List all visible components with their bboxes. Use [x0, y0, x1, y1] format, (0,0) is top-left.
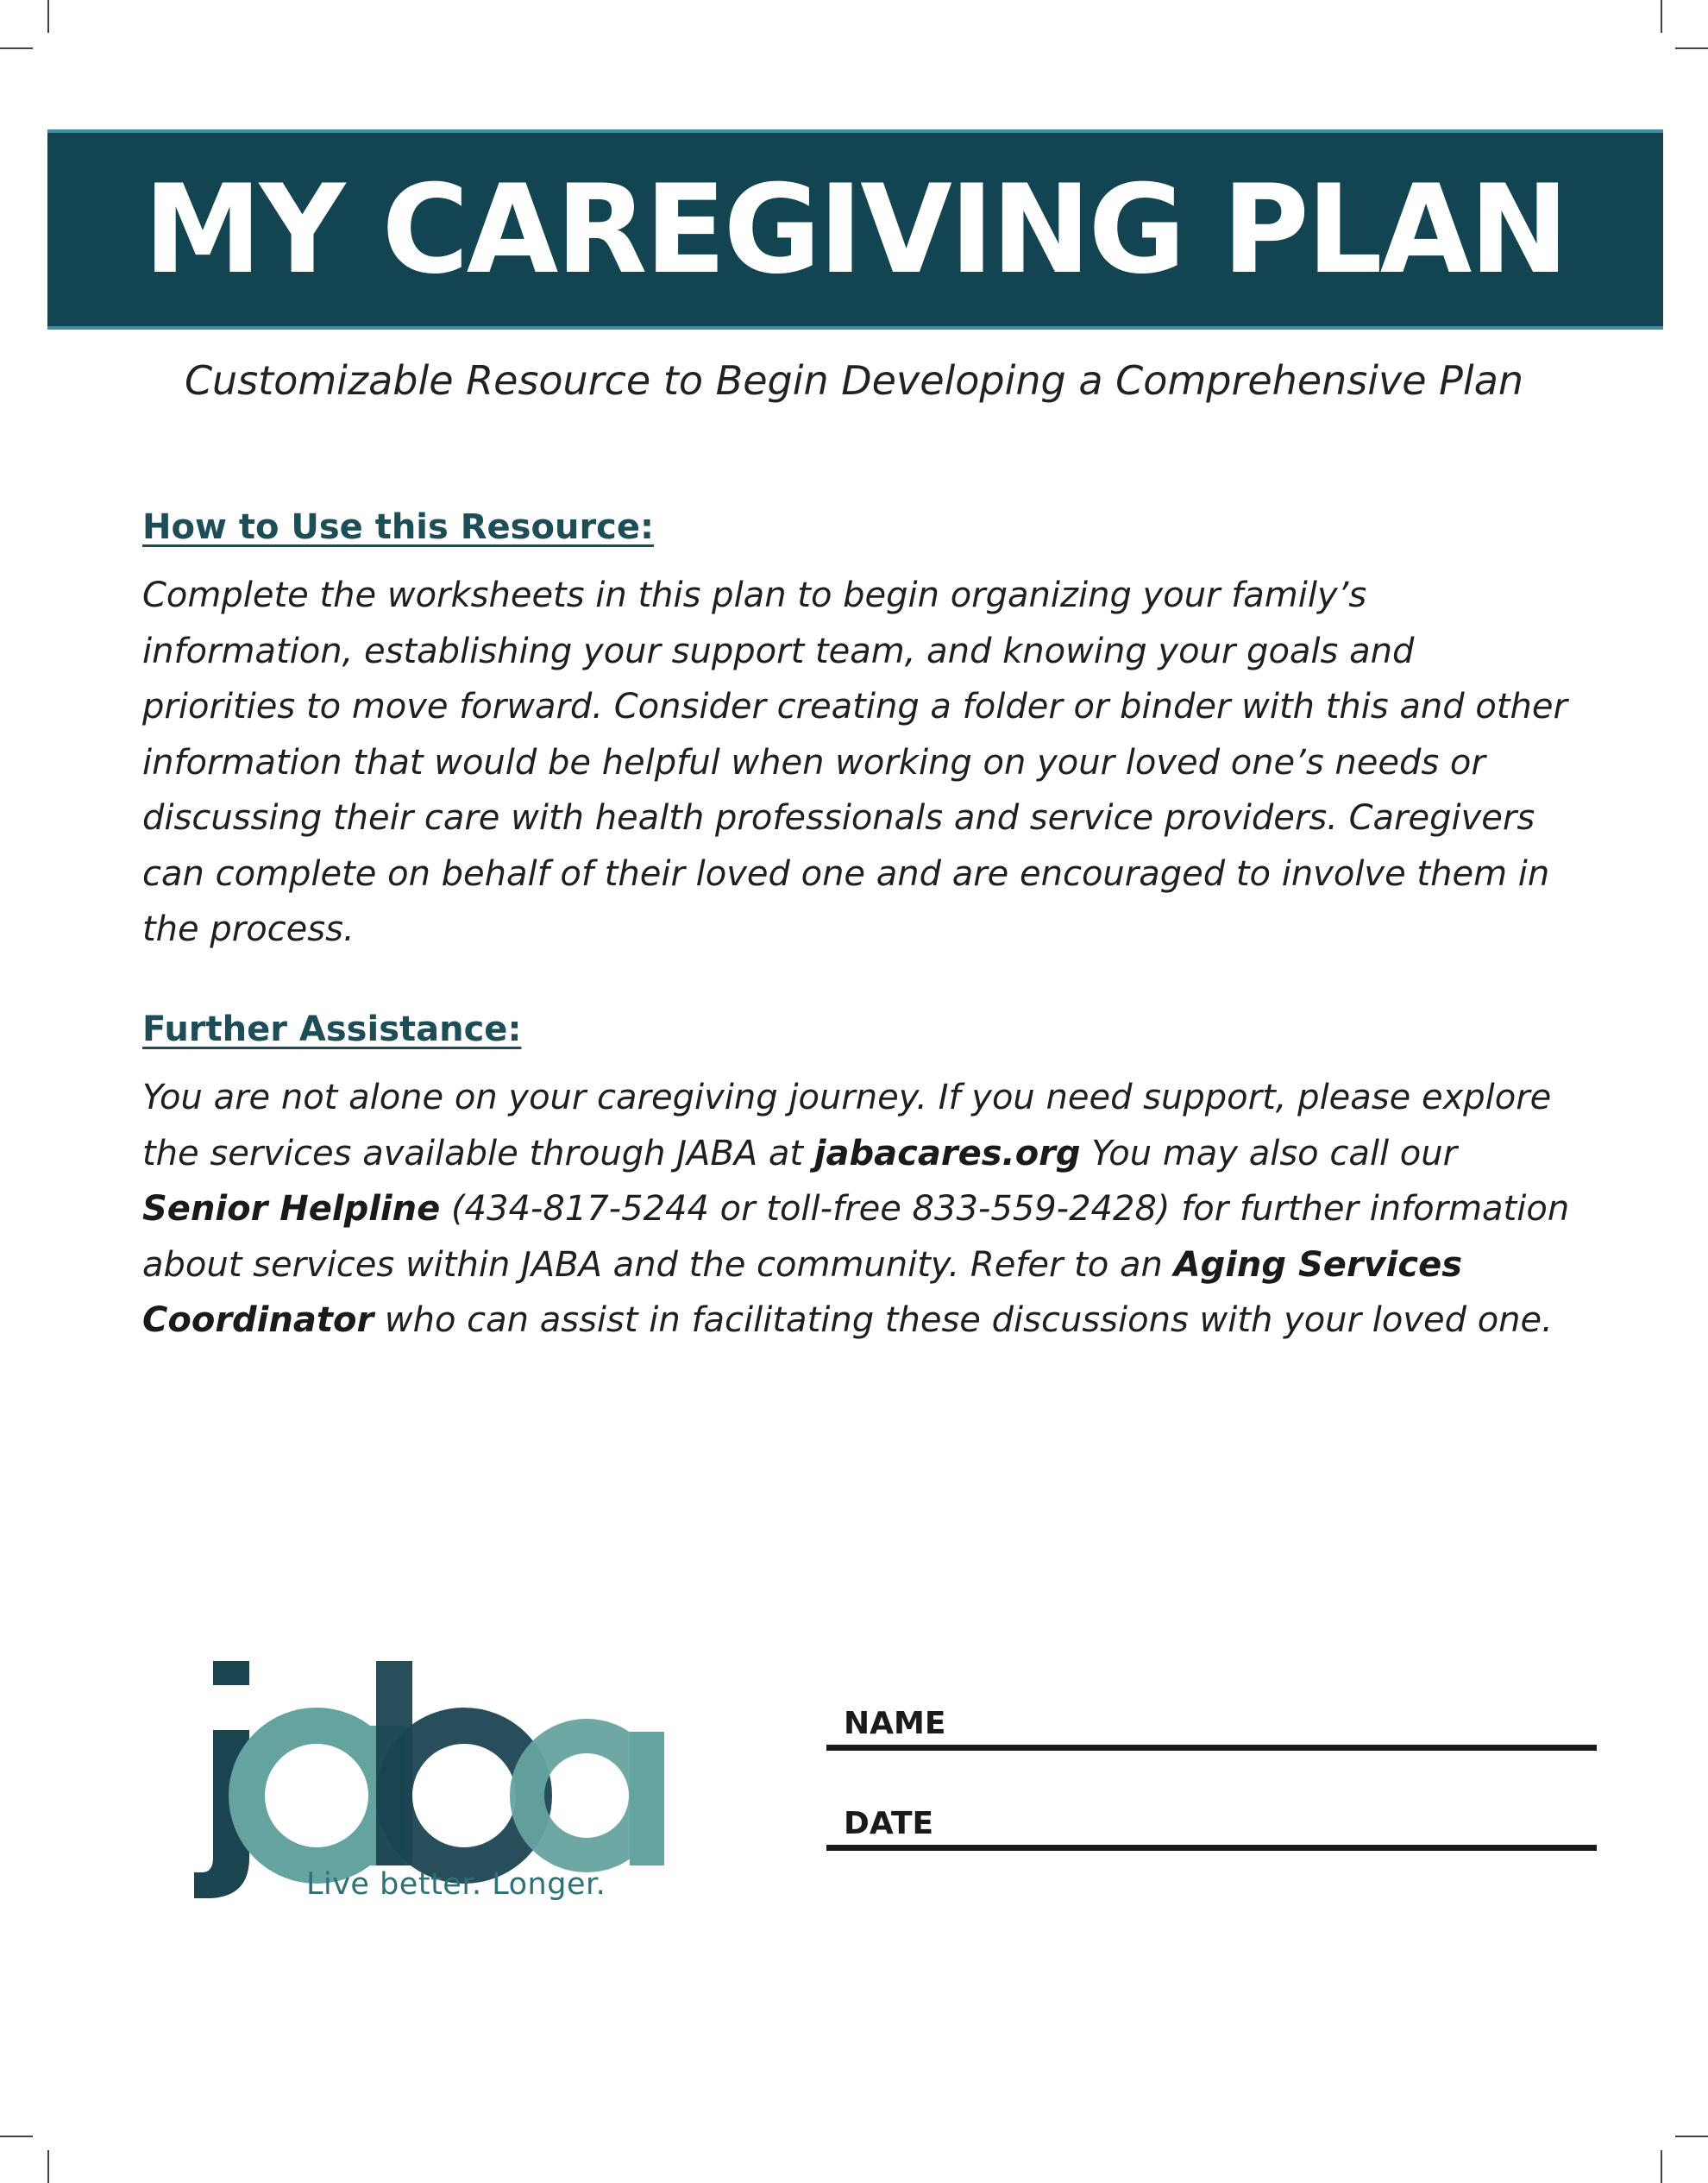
assistance-text-2: You may also call our: [1080, 1133, 1458, 1173]
assistance-text-3: (434-817-5244 or toll-free 833-559-2428) for further information about services within JABA and the community. Refer to an: [142, 1189, 1570, 1285]
assistance-text-1: You are not alone on your caregiving journey. If you need support, please explore the services available through JABA at: [142, 1078, 1552, 1173]
website-link[interactable]: jabacares.org: [813, 1133, 1081, 1173]
aging-services-coordinator-label: Aging Services Coordinator: [142, 1244, 1463, 1340]
date-field: [826, 1790, 1597, 1851]
how-to-use-section: [142, 507, 1574, 958]
crop-mark-top-left-h: [0, 47, 33, 49]
how-to-use-body: Complete the worksheets in this plan to begin organizing your family’s information, establishing your support team, and knowing your goals and priorities to move forward. Consider creating a folder or binder with this and other information that would be helpful when working on your loved one’s needs or discussing their care with health professionals and service providers. Caregivers can complete on behalf of their loved one and are encouraged to involve them in the process.: [142, 576, 1567, 949]
page-subtitle: Customizable Resource to Begin Developing a Comprehensive Plan: [184, 357, 1524, 404]
crop-mark-bottom-right-v: [1661, 2150, 1662, 2183]
logo-tagline: Live better. Longer.: [306, 1867, 606, 1902]
how-to-use-heading: How to Use this Resource:: [142, 507, 655, 547]
crop-mark-top-left-v: [47, 0, 49, 33]
crop-mark-bottom-left-v: [47, 2150, 49, 2183]
name-input[interactable]: [956, 1696, 1597, 1741]
name-label: NAME: [844, 1706, 946, 1741]
crop-mark-top-right-h: [1675, 47, 1708, 49]
further-assistance-section: [142, 1010, 1574, 1349]
further-assistance-body: [142, 1070, 1574, 1349]
crop-mark-bottom-left-h: [0, 2136, 33, 2137]
title-banner: [47, 129, 1663, 330]
assistance-text-4: who can assist in facilitating these discussions with your loved one.: [374, 1300, 1553, 1340]
date-input[interactable]: [956, 1796, 1597, 1841]
further-assistance-heading: Further Assistance:: [142, 1010, 522, 1049]
date-label: DATE: [844, 1806, 934, 1841]
crop-mark-top-right-v: [1661, 0, 1662, 33]
name-field: [826, 1689, 1597, 1751]
crop-mark-bottom-right-h: [1675, 2136, 1708, 2137]
senior-helpline-label: Senior Helpline: [142, 1189, 441, 1229]
page-title: MY CAREGIVING PLAN: [143, 158, 1567, 301]
